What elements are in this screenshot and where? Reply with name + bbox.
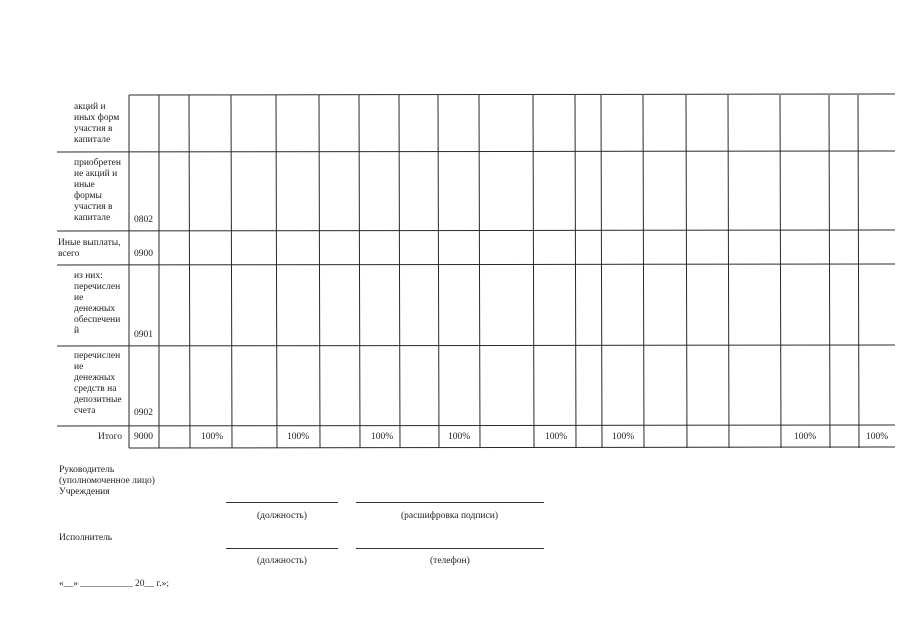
row-label-shares-continued: акций и иных форм участия в капитале [74,102,120,145]
head-decode-line [356,502,544,503]
head-decode-caption: (расшифровка подписи) [401,511,498,521]
row-code-0802: 0802 [134,215,153,225]
total-percent-1: 100% [201,432,224,442]
total-percent-8: 100% [866,432,889,442]
head-position-caption: (должность) [257,511,307,521]
row-code-0902: 0902 [134,408,153,418]
executor-position-caption: (должность) [257,556,307,566]
executor-label: Исполнитель [59,533,113,543]
executor-phone-caption: (телефон) [430,556,470,566]
row-label-acquisition-shares: приобретен ие акций и иные формы участия в капитале [74,158,121,223]
total-percent-7: 100% [794,432,817,442]
executor-phone-line [356,548,544,549]
head-label: Руководитель (уполномоченное лицо) Учреждения [59,465,155,497]
total-percent-5: 100% [545,432,568,442]
total-code: 9000 [134,432,153,442]
row-code-0900: 0900 [134,249,153,259]
row-label-other-payments: Иные выплаты, всего [58,238,121,259]
total-percent-6: 100% [612,432,635,442]
total-label: Итого [98,432,123,442]
row-code-0901: 0901 [134,330,153,340]
row-label-transfer-deposit: перечислен ие денежных средств на депозитные счета [74,351,122,416]
date-line: «__» ___________ 20__ г.»; [59,579,169,589]
total-percent-3: 100% [371,432,394,442]
head-position-line [226,502,338,503]
executor-position-line [226,548,338,549]
row-label-transfer-security: из них: перечислен ие денежных обеспечени й [74,271,121,336]
total-percent-2: 100% [287,432,310,442]
total-percent-4: 100% [448,432,471,442]
